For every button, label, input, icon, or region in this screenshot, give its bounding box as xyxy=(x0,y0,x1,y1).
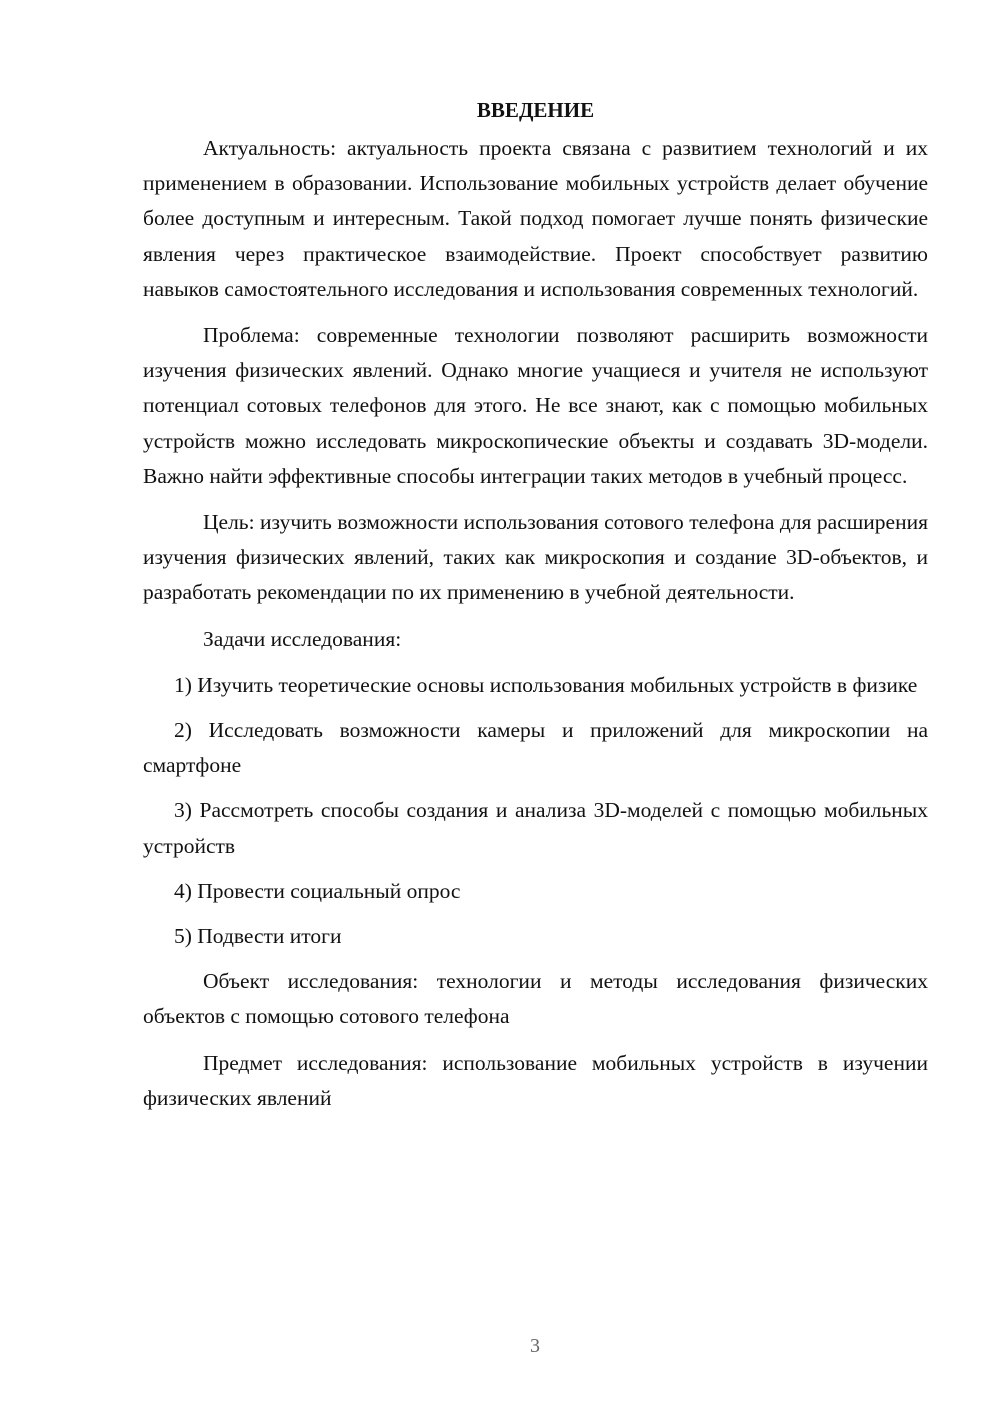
task-item: 1) Изучить теоретические основы использования мобильных устройств в физике xyxy=(174,672,918,697)
task-item: 2) Исследовать возможности камеры и приложений для микроскопии на смартфоне xyxy=(143,718,928,778)
relevance-paragraph: Актуальность: актуальность проекта связана с развитием технологий и их применением в образовании. Использование мобильных устройств делает обучение более доступным и интересным. Такой подход помогает лучше понять физические явления через практическое взаимодействие. Проект способствует развитию навыков самостоятельного исследования и использования современных технологий. xyxy=(143,136,928,301)
page-number: 3 xyxy=(530,1335,540,1357)
task-item: 4) Провести социальный опрос xyxy=(174,878,461,903)
subject-paragraph: Предмет исследования: использование мобильных устройств в изучении физических явлений xyxy=(143,1050,928,1110)
page-content xyxy=(143,92,928,1127)
task-item: 3) Рассмотреть способы создания и анализа 3D-моделей с помощью мобильных устройств xyxy=(143,798,928,858)
tasks-heading: Задачи исследования: xyxy=(203,626,402,651)
problem-paragraph: Проблема: современные технологии позволяют расширить возможности изучения физических явлений. Однако многие учащиеся и учителя не используют потенциал сотовых телефонов для этого. Не все знают, как с помощью мобильных устройств можно исследовать микроскопические объекты и создавать 3D-модели. Важно найти эффективные способы интеграции таких методов в учебный процесс. xyxy=(143,323,928,488)
section-title: ВВЕДЕНИЕ xyxy=(476,98,595,122)
task-item: 5) Подвести итоги xyxy=(174,924,342,949)
object-paragraph: Объект исследования: технологии и методы исследования физических объектов с помощью сотового телефона xyxy=(143,969,928,1029)
goal-paragraph: Цель: изучить возможности использования сотового телефона для расширения изучения физических явлений, таких как микроскопия и создание 3D-объектов, и разработать рекомендации по их применению в учебной деятельности. xyxy=(143,510,928,605)
tasks-list xyxy=(143,668,928,954)
